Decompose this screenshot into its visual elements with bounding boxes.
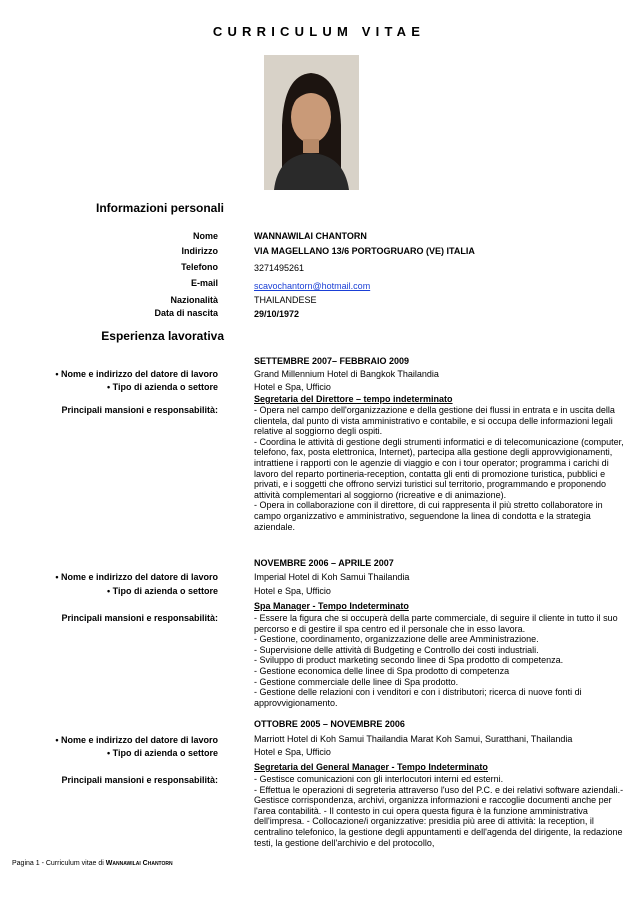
job-1-duty: - Opera nel campo dell'organizzazione e della gestione dei flussi in entrata e in uscita della clientela, dal punto di vista amministrativo e contabile, e si occupa delle informazioni legali relative al soggiorno degli ospiti. bbox=[254, 405, 615, 437]
value-email-link[interactable]: scavochantorn@hotmail.com bbox=[254, 281, 371, 291]
job-3-role: Segretaria del General Manager - Tempo Indeterminato bbox=[254, 762, 488, 772]
job-3-duties-label: Principali mansioni e responsabilità: bbox=[61, 775, 218, 785]
page-title: CURRICULUM VITAE bbox=[212, 24, 426, 39]
job-3-duty: - Effettua le operazioni di segreteria attraverso l'uso del P.C. e dei relativi software aziendali.- Gestisce corrispondenza, archivi, organizza informazioni e raccoglie documenti anche per l'area contabilità. - Il contesto in cui opera questa figura è la funzione amministrativa dell'impresa. - Collocazione/i organizzative: presidia più aree di attività: la reception, il centralino telefonico, la gestione degli appuntamenti e dell'agenda del dirigente, la redazione testi, la gestione dell'archivio e del protocollo, bbox=[254, 784, 624, 848]
job-2-duty: - Supervisione delle attività di Budgeting e Controllo dei costi industriali. bbox=[254, 644, 539, 655]
job-2-duty: - Gestione delle relazioni con i venditori e con i distributori; ricerca di nuove fonti di approvvigionamento. bbox=[254, 687, 582, 708]
job-1-duty: - Opera in collaborazione con il direttore, di cui rappresenta il più stretto collaboratore in campo organizzativo e amministrativo, seguendone la linea di condotta e la strategia aziendale. bbox=[254, 500, 603, 532]
job-3-type: Hotel e Spa, Ufficio bbox=[254, 747, 331, 757]
job-2-role: Spa Manager - Tempo Indeterminato bbox=[254, 601, 409, 611]
footer-prefix: Pagina 1 - Curriculum vitae di bbox=[12, 860, 104, 867]
job-1-duty: - Coordina le attività di gestione degli strumenti informatici e di telecomunicazione (computer, telefono, fax, posta elettronica, Internet), partecipa alla gestione degli approvvigionamenti, intrattiene i rapporti con le agenzie di viaggio e con i tour operator; programma i carichi di lavoro del reparto portineria-reception, contatta gli enti di promozione turistica, pubblici e privati, e i soggetti che offrono servizi turistici sul territorio, programmando e proponendo attività complementari al soggiorno (ricreative e di animazione). bbox=[254, 436, 624, 500]
job-2-type: Hotel e Spa, Ufficio bbox=[254, 586, 331, 596]
job-2-employer: Imperial Hotel di Koh Samui Thailandia bbox=[254, 572, 410, 582]
value-name: WANNAWILAI CHANTORN bbox=[254, 231, 367, 241]
job-2-duties-label: Principali mansioni e responsabilità: bbox=[61, 613, 218, 623]
label-phone: Telefono bbox=[181, 262, 218, 272]
section-personal-title: Informazioni personali bbox=[95, 201, 224, 215]
job-3-employer-label: • Nome e indirizzo del datore di lavoro bbox=[55, 735, 218, 745]
job-1-duties-label: Principali mansioni e responsabilità: bbox=[61, 405, 218, 415]
job-1-role: Segretaria del Direttore – tempo indeterminato bbox=[254, 394, 453, 404]
job-3-duty: - Gestisce comunicazioni con gli interlocutori interni ed esterni. bbox=[254, 774, 504, 784]
job-2-duties bbox=[254, 613, 630, 708]
job-1-period: SETTEMBRE 2007– FEBBRAIO 2009 bbox=[254, 356, 410, 366]
job-1-type: Hotel e Spa, Ufficio bbox=[254, 382, 331, 392]
label-name: Nome bbox=[192, 231, 218, 241]
value-birthdate: 29/10/1972 bbox=[254, 309, 300, 319]
section-experience-title: Esperienza lavorativa bbox=[101, 329, 224, 343]
label-address: Indirizzo bbox=[181, 246, 218, 256]
label-birthdate: Data di nascita bbox=[154, 308, 218, 318]
value-phone: 3271495261 bbox=[254, 263, 305, 273]
job-3-duties bbox=[254, 774, 630, 848]
job-2-employer-label: • Nome e indirizzo del datore di lavoro bbox=[55, 572, 218, 582]
job-2-type-label: • Tipo di azienda o settore bbox=[106, 586, 218, 596]
job-2-duty: - Gestione, coordinamento, organizzazione delle aree Amministrazione. bbox=[254, 634, 539, 645]
label-email: E-mail bbox=[190, 278, 218, 288]
job-1-type-label: • Tipo di azienda o settore bbox=[106, 382, 218, 392]
job-3-employer: Marriott Hotel di Koh Samui Thailandia Marat Koh Samui, Suratthani, Thailandia bbox=[254, 734, 573, 744]
footer-name: Wannawilai Chantorn bbox=[105, 860, 173, 867]
job-2-duty: - Essere la figura che si occuperà della parte commerciale, di seguire il cliente in tutto il suo percorso e di gestire il spa centro ed il personale che in esso lavora. bbox=[254, 613, 618, 634]
value-address: VIA MAGELLANO 13/6 PORTOGRUARO (VE) ITALIA bbox=[254, 246, 475, 256]
job-2-duty: - Gestione economica delle linee di Spa prodotto di competenza bbox=[254, 665, 510, 676]
label-nationality: Nazionalità bbox=[170, 295, 218, 305]
job-1-employer: Grand Millennium Hotel di Bangkok Thailandia bbox=[254, 369, 439, 379]
page-footer bbox=[12, 860, 173, 867]
job-1-duties bbox=[254, 405, 630, 532]
job-3-type-label: • Tipo di azienda o settore bbox=[106, 748, 218, 758]
profile-photo bbox=[264, 55, 359, 190]
job-3-period: OTTOBRE 2005 – NOVEMBRE 2006 bbox=[254, 719, 405, 729]
job-2-period: NOVEMBRE 2006 – APRILE 2007 bbox=[254, 558, 394, 568]
job-2-duty: - Sviluppo di product marketing secondo linee di Spa prodotto di competenza. bbox=[254, 655, 564, 666]
job-2-duty: - Gestione commerciale delle linee di Spa prodotto. bbox=[254, 676, 459, 687]
value-nationality: THAILANDESE bbox=[254, 295, 317, 305]
job-1-employer-label: • Nome e indirizzo del datore di lavoro bbox=[55, 369, 218, 379]
